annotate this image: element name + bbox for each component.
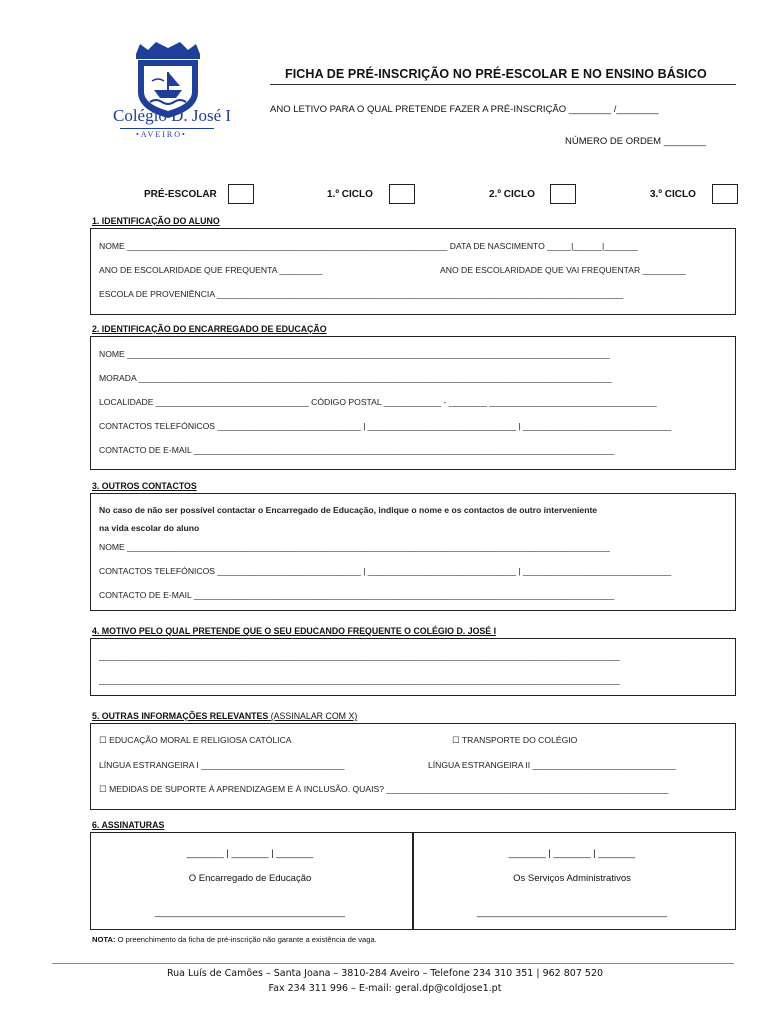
current-grade-field[interactable]: ANO DE ESCOLARIDADE QUE FREQUENTA _________ [99, 265, 323, 275]
footer-contact: Fax 234 311 996 – E-mail: geral.dp@coldjose1.pt [268, 983, 502, 994]
note [92, 935, 377, 944]
footer-divider [52, 963, 734, 964]
admin-signature-label: Os Serviços Administrativos [513, 873, 631, 884]
guardian-name-field[interactable]: NOME _____________________________________________________________________________________________________ [99, 349, 610, 359]
guardian-phones-field[interactable]: CONTACTOS TELEFÓNICOS ______________________________ | _______________________________ | _______________________________ [99, 421, 672, 431]
foreign-language-2-field[interactable]: LÍNGUA ESTRANGEIRA II ______________________________ [428, 760, 676, 770]
title-underline [270, 84, 736, 85]
level-pre-label: PRÉ-ESCOLAR [144, 189, 217, 200]
admin-signature-line[interactable]: ____________________________________ [476, 907, 668, 918]
level-c1-checkbox[interactable] [389, 184, 415, 204]
level-c3-label: 3.º CICLO [650, 189, 696, 200]
foreign-language-1-field[interactable]: LÍNGUA ESTRANGEIRA I ______________________________ [99, 760, 345, 770]
section-5-title: 5. OUTRAS INFORMAÇÕES RELEVANTES [92, 711, 269, 721]
school-name: Colégio D. José I [113, 106, 232, 125]
footer-address: Rua Luís de Camões – Santa Joana – 3810-284 Aveiro – Telefone 234 310 351 | 962 807 520 [166, 968, 604, 979]
school-year-field[interactable]: ANO LETIVO PARA O QUAL PRETENDE FAZER A PRÉ-INSCRIÇÃO ________ /________ [270, 104, 659, 115]
level-c2-checkbox[interactable] [550, 184, 576, 204]
level-c3-checkbox[interactable] [712, 184, 738, 204]
reason-line-1[interactable]: _____________________________________________________________________________________________________________ [99, 651, 620, 661]
other-contact-instructions: No caso de não ser possível contactar o Encarregado de Educação, indique o nome e os contactos de outro interveniente [99, 505, 598, 515]
section-5-note: (ASSINALAR COM X) [268, 711, 358, 721]
other-contact-instructions-cont: na vida escolar do aluno [99, 523, 200, 533]
guardian-locality-field[interactable]: LOCALIDADE ________________________________ CÓDIGO POSTAL ____________ - ________ ___________________________________ [99, 397, 657, 407]
reason-line-2[interactable]: _____________________________________________________________________________________________________________ [99, 675, 620, 685]
section-5-title-wrap [92, 711, 357, 721]
admin-date-field[interactable]: _______ | _______ | _______ [508, 848, 636, 859]
school-logo [113, 40, 232, 145]
order-number-field[interactable]: NÚMERO DE ORDEM ________ [565, 136, 706, 147]
section-6-title: 6. ASSINATURAS [92, 820, 165, 830]
previous-school-field[interactable]: ESCOLA DE PROVENIÊNCIA _____________________________________________________________________________________ [99, 289, 624, 299]
emrc-option[interactable]: ☐ EDUCAÇÃO MORAL E RELIGIOSA CATÓLICA [99, 735, 292, 745]
section-4-box [90, 638, 736, 696]
note-label: NOTA: [92, 935, 116, 944]
other-contact-phones-field[interactable]: CONTACTOS TELEFÓNICOS ______________________________ | _______________________________ | _______________________________ [99, 566, 672, 576]
section-1-title: 1. IDENTIFICAÇÃO DO ALUNO [92, 216, 220, 226]
form-title: FICHA DE PRÉ-INSCRIÇÃO NO PRÉ-ESCOLAR E NO ENSINO BÁSICO [285, 67, 707, 81]
guardian-email-field[interactable]: CONTACTO DE E-MAIL ________________________________________________________________________________________ [99, 445, 615, 455]
note-text: O preenchimento da ficha de pré-inscrição não garante a existência de vaga. [115, 935, 377, 944]
guardian-signature-label: O Encarregado de Educação [188, 873, 312, 884]
guardian-date-field[interactable]: _______ | _______ | _______ [186, 848, 314, 859]
next-grade-field[interactable]: ANO DE ESCOLARIDADE QUE VAI FREQUENTAR _________ [440, 265, 686, 275]
level-c2-label: 2.º CICLO [489, 189, 535, 200]
logo-divider [120, 128, 214, 129]
student-name-field[interactable]: NOME ___________________________________________________________________ DATA DE NASCIMENTO _____|______|_______ [99, 241, 638, 251]
school-city: •AVEIRO• [136, 130, 187, 139]
guardian-signature-line[interactable]: ____________________________________ [154, 907, 346, 918]
transport-option[interactable]: ☐ TRANSPORTE DO COLÉGIO [452, 735, 578, 745]
section-4-title: 4. MOTIVO PELO QUAL PRETENDE QUE O SEU EDUCANDO FREQUENTE O COLÉGIO D. JOSÉ I [92, 626, 497, 636]
other-contact-name-field[interactable]: NOME _____________________________________________________________________________________________________ [99, 542, 610, 552]
other-contact-email-field[interactable]: CONTACTO DE E-MAIL ________________________________________________________________________________________ [99, 590, 615, 600]
guardian-address-field[interactable]: MORADA ___________________________________________________________________________________________________ [99, 373, 612, 383]
support-measures-option[interactable]: ☐ MEDIDAS DE SUPORTE À APRENDIZAGEM E À INCLUSÃO. QUAIS? ___________________________________________________________ [99, 784, 669, 794]
signature-divider [412, 833, 414, 929]
level-c1-label: 1.º CICLO [327, 189, 373, 200]
section-2-title: 2. IDENTIFICAÇÃO DO ENCARREGADO DE EDUCAÇÃO [92, 324, 327, 334]
level-pre-checkbox[interactable] [228, 184, 254, 204]
section-3-title: 3. OUTROS CONTACTOS [92, 481, 197, 491]
